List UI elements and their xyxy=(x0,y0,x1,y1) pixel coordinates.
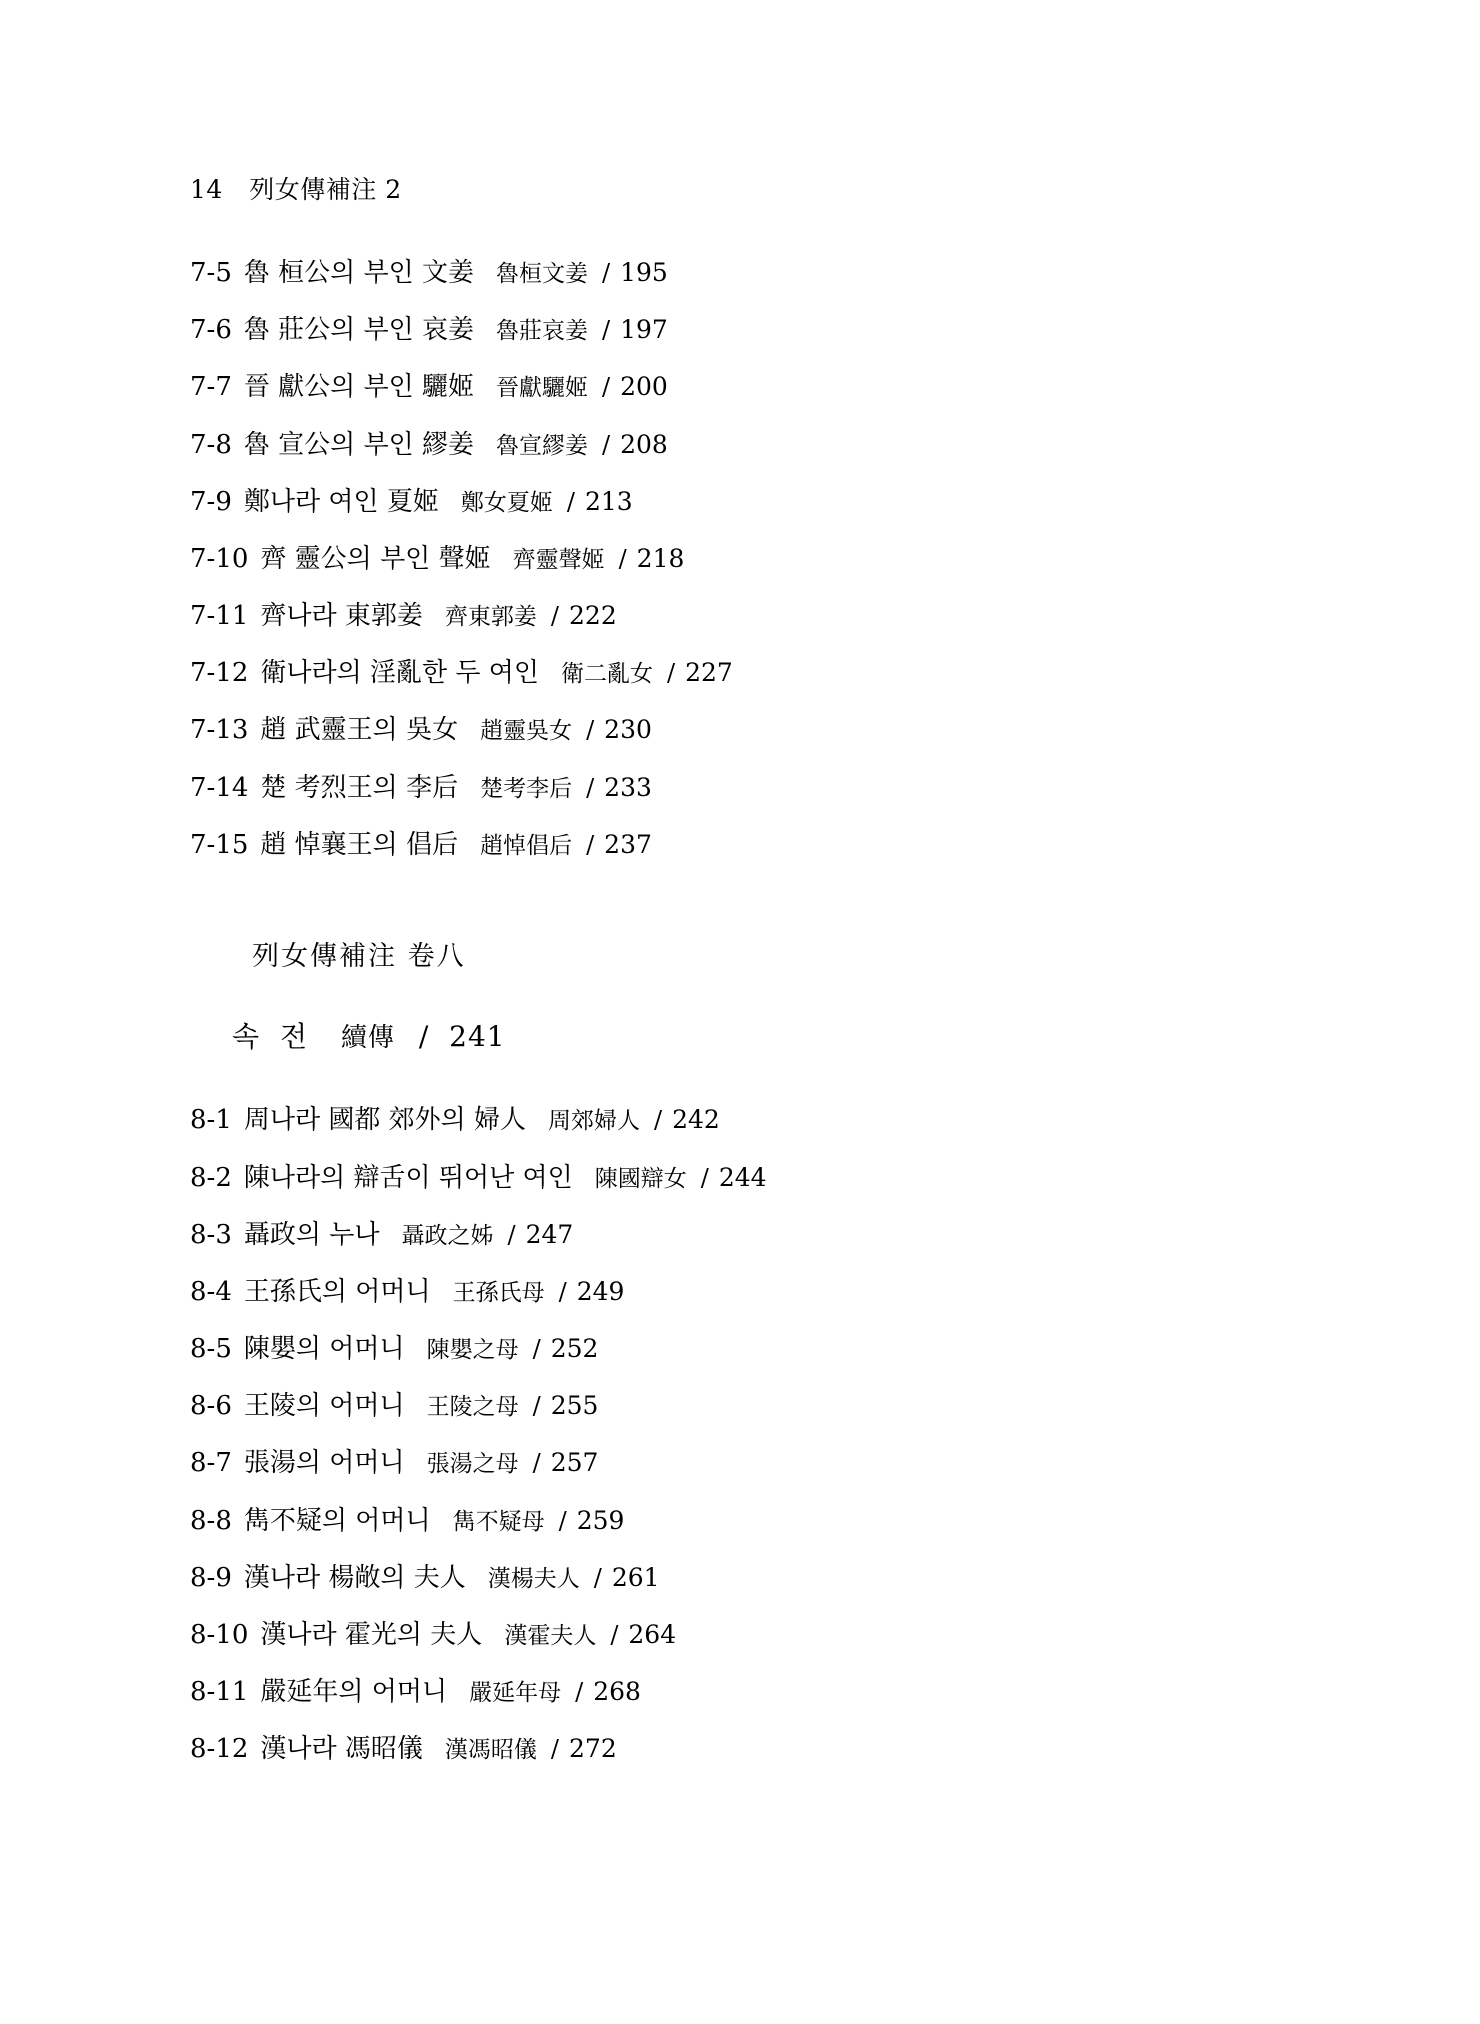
list-item[interactable] xyxy=(190,315,1310,346)
entry-separator: / xyxy=(602,259,611,287)
entry-separator: / xyxy=(700,1163,709,1192)
entry-number: 8-6 xyxy=(190,1391,232,1422)
entry-number: 8-3 xyxy=(190,1219,232,1250)
section-subtitle xyxy=(232,1015,1310,1055)
toc-group-seven xyxy=(190,258,1310,860)
entry-separator: / xyxy=(586,716,595,745)
entry-page: 230 xyxy=(604,715,652,745)
section-subtitle-korean: 속 전 xyxy=(232,1020,313,1054)
entry-number: 8-11 xyxy=(190,1677,249,1708)
entry-page: 259 xyxy=(576,1505,625,1535)
entry-title: 趙 武靈王의 吳女 xyxy=(260,715,459,746)
entry-number: 7-10 xyxy=(190,543,249,574)
entry-title: 雋不疑의 어머니 xyxy=(243,1505,431,1536)
list-item[interactable] xyxy=(190,1620,1310,1651)
entry-page: 272 xyxy=(569,1734,617,1764)
entry-number: 8-9 xyxy=(190,1562,232,1593)
entry-title: 漢나라 馮昭儀 xyxy=(260,1734,423,1765)
entry-page: 244 xyxy=(718,1162,767,1192)
entry-original-title: 魯桓文姜 xyxy=(496,261,589,287)
section-subtitle-separator: / xyxy=(418,1020,430,1054)
entry-page: 255 xyxy=(550,1391,599,1421)
entry-number: 8-5 xyxy=(190,1334,232,1365)
entry-original-title: 魯莊哀姜 xyxy=(496,318,589,345)
entry-page: 247 xyxy=(525,1219,574,1249)
entry-title: 周나라 國都 郊外의 婦人 xyxy=(243,1105,527,1136)
entry-title: 魯 莊公의 부인 哀姜 xyxy=(243,315,475,346)
entry-number: 8-2 xyxy=(190,1162,232,1193)
table-of-contents xyxy=(190,258,1310,1791)
entry-number: 8-8 xyxy=(190,1505,232,1536)
section-title: 列女傳補注 卷八 xyxy=(252,941,466,973)
entry-number: 7-13 xyxy=(190,715,249,746)
list-item[interactable] xyxy=(190,1448,1310,1479)
entry-separator: / xyxy=(558,1506,567,1535)
entry-separator: / xyxy=(593,1563,602,1592)
entry-separator: / xyxy=(550,602,560,631)
entry-title: 趙 悼襄王의 倡后 xyxy=(260,829,459,860)
entry-number: 7-11 xyxy=(190,601,249,632)
entry-number: 8-12 xyxy=(190,1734,249,1765)
entry-title: 魯 桓公의 부인 文姜 xyxy=(243,258,475,288)
entry-original-title: 張湯之母 xyxy=(426,1451,519,1478)
list-item[interactable] xyxy=(190,1163,1310,1194)
entry-page: 257 xyxy=(550,1448,599,1478)
entry-original-title: 周郊婦人 xyxy=(548,1108,641,1135)
entry-title: 齊나라 東郭姜 xyxy=(260,601,423,632)
entry-number: 7-14 xyxy=(190,772,249,803)
list-item[interactable] xyxy=(190,1506,1310,1537)
entry-original-title: 楚考李后 xyxy=(480,775,573,802)
list-item[interactable] xyxy=(190,601,1310,632)
book-title: 列女傳補注 2 xyxy=(249,175,402,204)
entry-title: 衛나라의 淫亂한 두 여인 xyxy=(260,658,540,689)
entry-number: 7-7 xyxy=(190,372,232,403)
entry-title: 楚 考烈王의 李后 xyxy=(260,772,459,803)
entry-title: 漢나라 楊敞의 夫人 xyxy=(243,1562,466,1593)
entry-number: 8-4 xyxy=(190,1276,232,1307)
entry-original-title: 衛二亂女 xyxy=(561,661,654,688)
list-item[interactable] xyxy=(190,544,1310,575)
entry-separator: / xyxy=(654,1106,663,1135)
entry-page: 197 xyxy=(620,315,668,345)
entry-page: 195 xyxy=(620,258,668,287)
entry-number: 8-7 xyxy=(190,1448,232,1479)
entry-original-title: 聶政之姊 xyxy=(401,1222,494,1249)
entry-separator: / xyxy=(507,1220,516,1249)
section-subtitle-hanja: 續傳 xyxy=(340,1023,395,1054)
entry-page: 237 xyxy=(604,829,652,859)
entry-separator: / xyxy=(586,830,595,859)
entry-page: 200 xyxy=(620,372,668,402)
entry-number: 7-15 xyxy=(190,829,249,860)
entry-page: 233 xyxy=(604,772,652,802)
entry-original-title: 齊東郭姜 xyxy=(444,604,537,631)
list-item[interactable] xyxy=(190,1563,1310,1594)
entry-separator: / xyxy=(566,487,575,516)
entry-title: 聶政의 누나 xyxy=(243,1219,380,1250)
entry-title: 晉 獻公의 부인 驪姬 xyxy=(243,372,475,403)
list-item[interactable] xyxy=(190,487,1310,518)
list-item[interactable] xyxy=(190,773,1310,804)
entry-number: 7-5 xyxy=(190,258,232,288)
entry-page: 264 xyxy=(628,1619,677,1649)
entry-original-title: 漢霍夫人 xyxy=(504,1622,597,1649)
entry-page: 261 xyxy=(611,1562,660,1592)
entry-original-title: 嚴延年母 xyxy=(469,1680,562,1707)
entry-number: 7-6 xyxy=(190,315,232,346)
list-item[interactable] xyxy=(190,830,1310,861)
entry-separator: / xyxy=(532,1392,541,1421)
list-item[interactable] xyxy=(190,1734,1310,1765)
entry-page: 213 xyxy=(584,486,633,516)
entry-original-title: 漢楊夫人 xyxy=(487,1565,580,1592)
entry-title: 王孫氏의 어머니 xyxy=(243,1276,431,1307)
entry-original-title: 雋不疑母 xyxy=(452,1508,545,1535)
page-number: 14 xyxy=(190,175,223,204)
entry-number: 8-1 xyxy=(190,1105,232,1136)
entry-page: 268 xyxy=(593,1677,641,1707)
list-item[interactable] xyxy=(190,1277,1310,1308)
entry-title: 陳嬰의 어머니 xyxy=(243,1334,405,1365)
entry-original-title: 趙悼倡后 xyxy=(480,832,573,859)
entry-page: 208 xyxy=(620,429,668,459)
entry-original-title: 陳國辯女 xyxy=(594,1165,687,1192)
entry-original-title: 齊靈聲姬 xyxy=(512,546,605,573)
section-subtitle-page: 241 xyxy=(449,1020,506,1054)
entry-original-title: 魯宣繆姜 xyxy=(496,432,589,459)
entry-separator: / xyxy=(558,1277,567,1306)
list-item[interactable] xyxy=(190,430,1310,461)
entry-title: 鄭나라 여인 夏姬 xyxy=(243,486,439,517)
list-item[interactable] xyxy=(190,1391,1310,1422)
entry-original-title: 漢馮昭儀 xyxy=(444,1737,537,1764)
entry-separator: / xyxy=(532,1449,541,1478)
entry-title: 陳나라의 辯舌이 뛰어난 여인 xyxy=(243,1162,573,1193)
entry-separator: / xyxy=(602,316,611,345)
entry-separator: / xyxy=(532,1335,541,1364)
entry-number: 7-9 xyxy=(190,486,232,517)
entry-separator: / xyxy=(602,430,611,459)
entry-title: 魯 宣公의 부인 繆姜 xyxy=(243,429,475,460)
entry-separator: / xyxy=(602,373,611,402)
entry-page: 242 xyxy=(672,1105,720,1135)
entry-title: 王陵의 어머니 xyxy=(243,1391,405,1422)
entry-separator: / xyxy=(575,1678,584,1707)
entry-title: 漢나라 霍光의 夫人 xyxy=(260,1619,483,1650)
entry-number: 8-10 xyxy=(190,1619,249,1650)
entry-separator: / xyxy=(586,773,595,802)
entry-original-title: 趙靈吳女 xyxy=(480,718,573,745)
entry-original-title: 鄭女夏姬 xyxy=(460,489,553,516)
list-item[interactable] xyxy=(190,1334,1310,1365)
entry-original-title: 陳嬰之母 xyxy=(426,1337,519,1364)
list-item[interactable] xyxy=(190,1220,1310,1251)
toc-group-eight xyxy=(190,1105,1310,1765)
entry-page: 222 xyxy=(569,601,617,631)
list-item[interactable] xyxy=(190,258,1310,289)
entry-number: 7-12 xyxy=(190,658,249,689)
entry-page: 252 xyxy=(550,1334,599,1364)
entry-original-title: 王陵之母 xyxy=(426,1394,519,1421)
list-item[interactable] xyxy=(190,715,1310,746)
page-header xyxy=(190,170,402,206)
entry-original-title: 晉獻驪姬 xyxy=(496,375,589,402)
entry-page: 218 xyxy=(636,543,685,573)
entry-title: 齊 靈公의 부인 聲姬 xyxy=(260,543,491,574)
entry-separator: / xyxy=(610,1620,619,1649)
entry-page: 249 xyxy=(576,1276,625,1306)
entry-separator: / xyxy=(667,659,676,688)
entry-title: 嚴延年의 어머니 xyxy=(260,1677,448,1708)
entry-separator: / xyxy=(618,544,627,573)
list-item[interactable] xyxy=(190,658,1310,689)
entry-separator: / xyxy=(550,1735,560,1764)
entry-title: 張湯의 어머니 xyxy=(243,1448,405,1479)
list-item[interactable] xyxy=(190,372,1310,403)
list-item[interactable] xyxy=(190,1105,1310,1136)
section-heading-block xyxy=(190,934,1310,1055)
list-item[interactable] xyxy=(190,1677,1310,1708)
entry-original-title: 王孫氏母 xyxy=(452,1279,545,1306)
entry-number: 7-8 xyxy=(190,429,232,460)
entry-page: 227 xyxy=(685,658,733,688)
